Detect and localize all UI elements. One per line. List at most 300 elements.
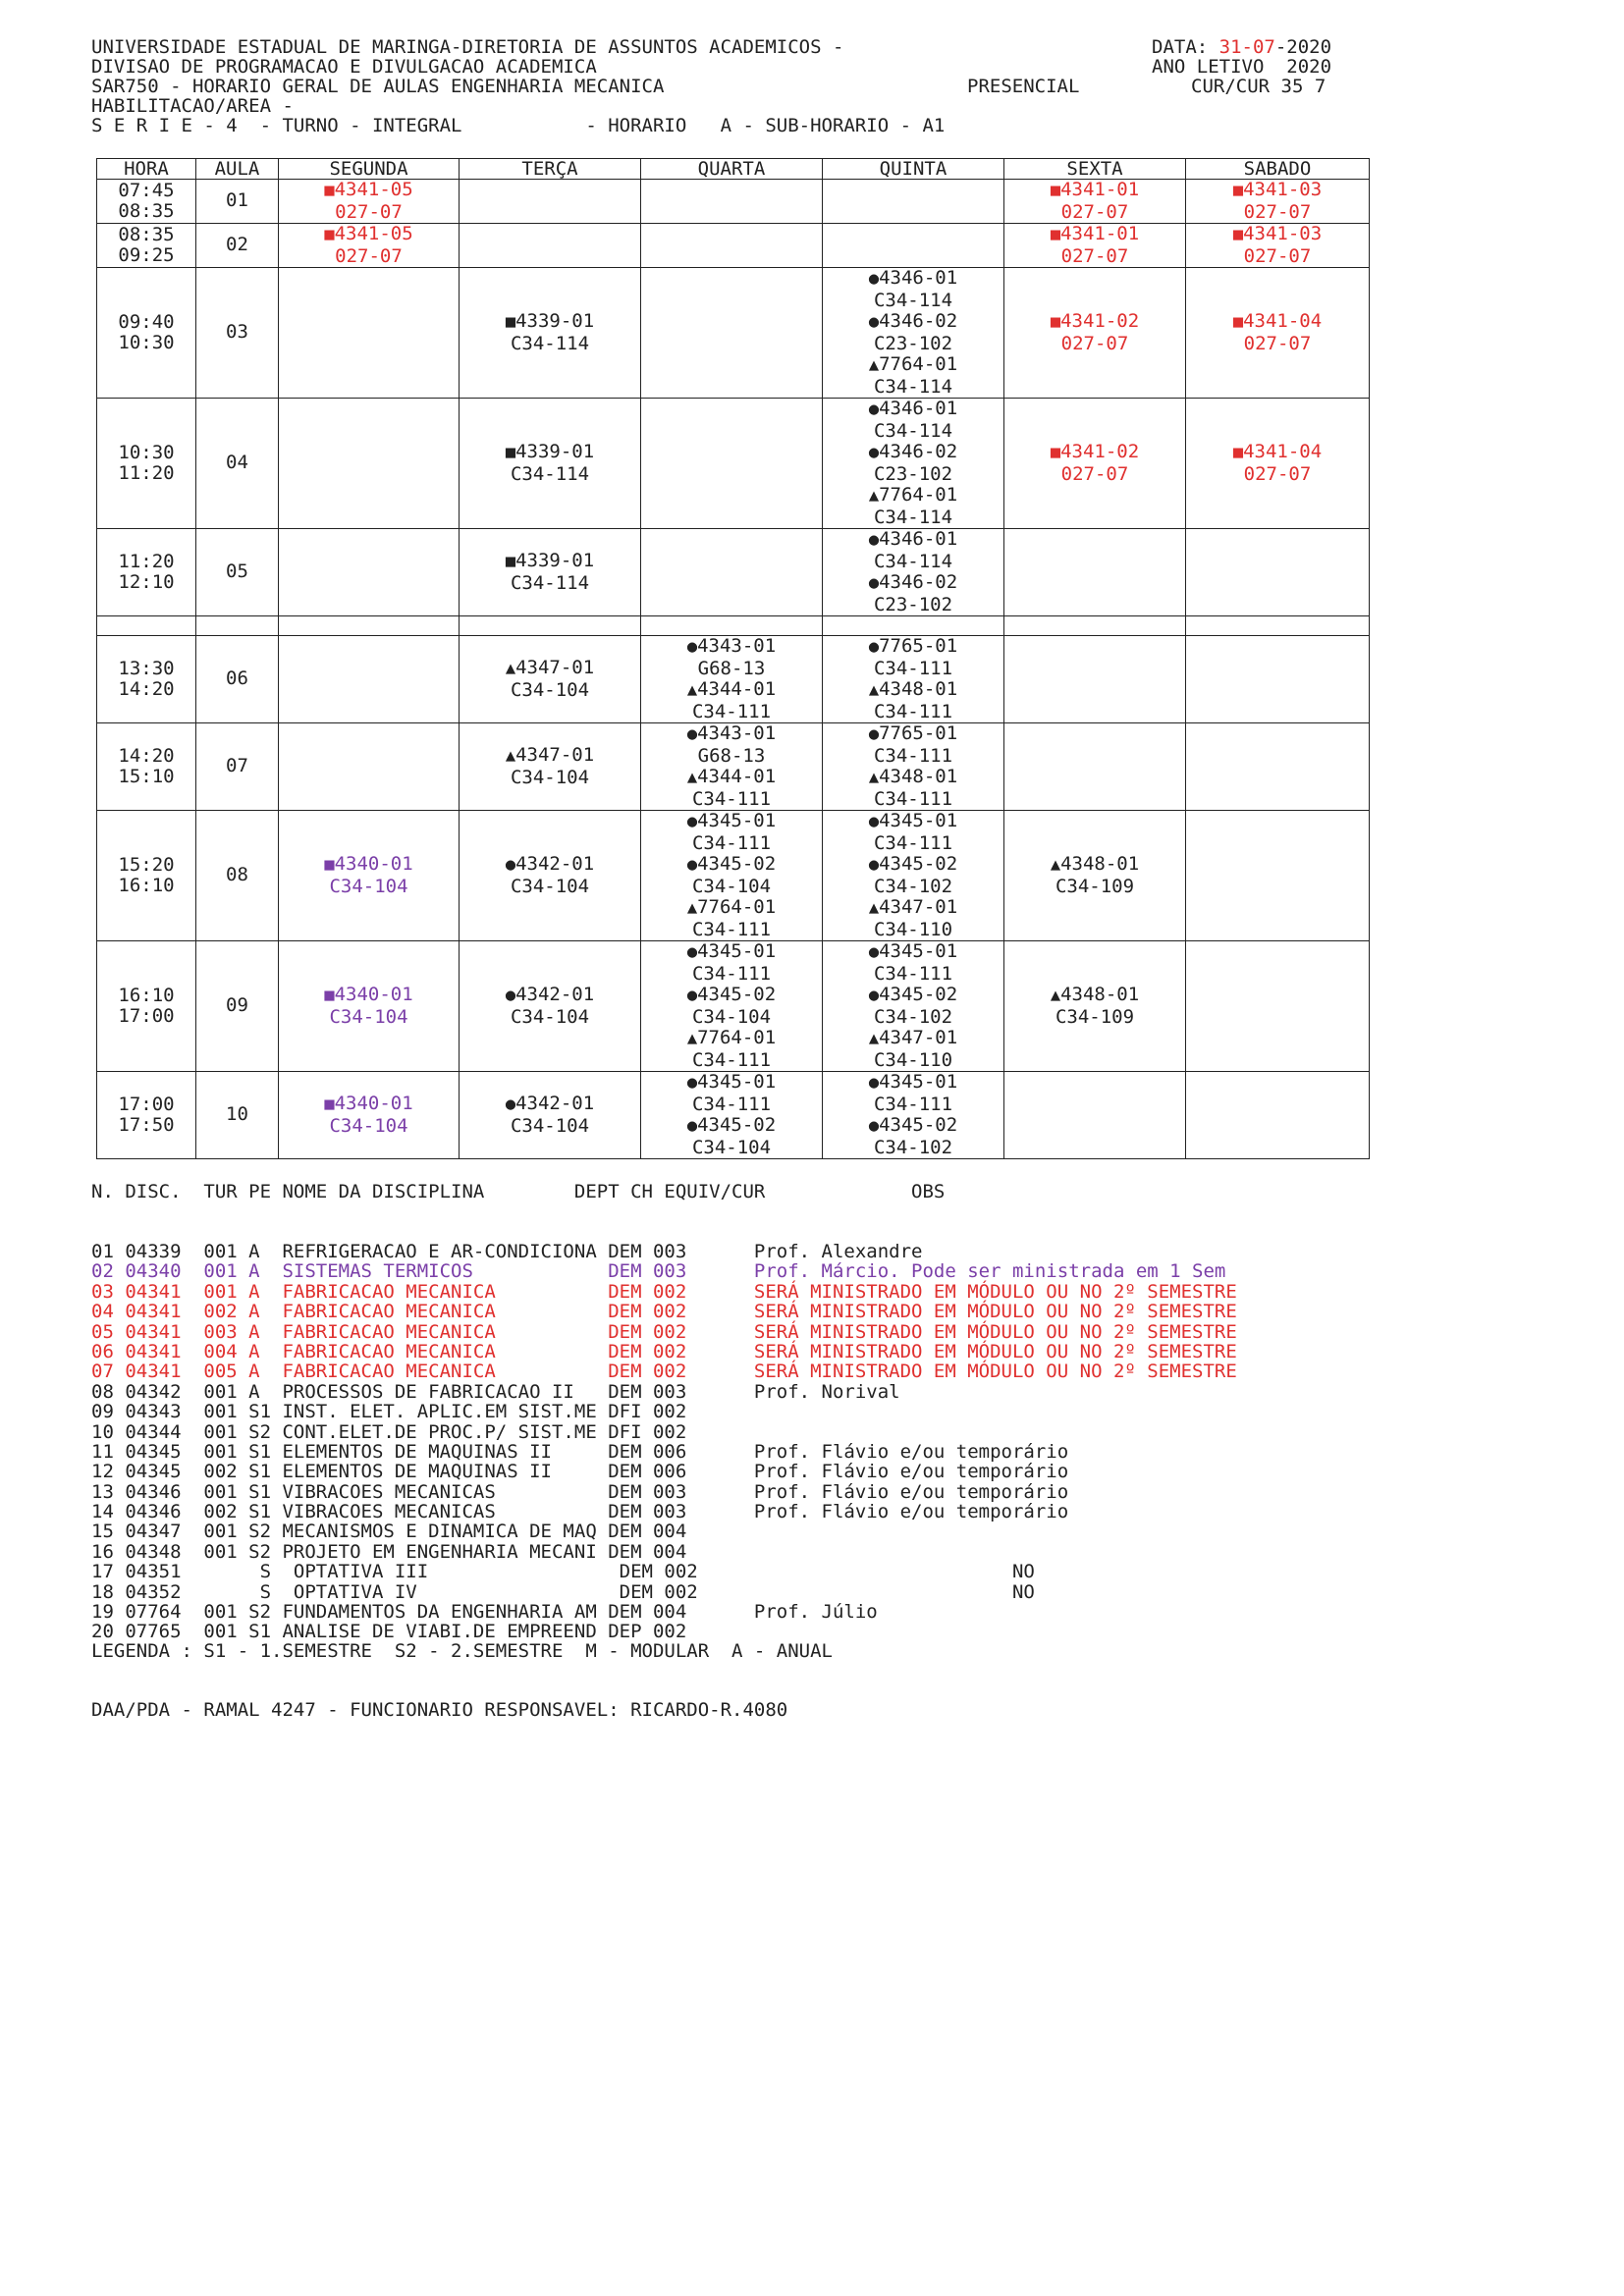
room-code: 027-07 <box>1060 200 1129 223</box>
class-cell <box>1186 723 1370 811</box>
discipline-row: 02 04340 001 A SISTEMAS TERMICOS DEM 003 Prof. Márcio. Pode ser ministrada em 1 Sem <box>91 1260 1226 1283</box>
class-cell <box>460 723 641 811</box>
circle-marker-icon: ● <box>505 986 516 1005</box>
class-code-line <box>823 767 1003 789</box>
class-entry <box>823 1028 1003 1071</box>
circle-marker-icon: ● <box>686 724 698 744</box>
aula-cell: 05 <box>196 529 279 616</box>
end-time: 14:20 <box>118 678 175 700</box>
class-entry <box>823 399 1003 442</box>
class-code-line <box>1004 311 1185 334</box>
class-code-line <box>823 636 1003 659</box>
class-code: 4345-01 <box>879 940 958 962</box>
triangle-marker-icon: ▲ <box>686 898 698 918</box>
class-entry <box>823 723 1003 767</box>
class-code-line <box>823 985 1003 1007</box>
schedule-table <box>96 158 1370 1159</box>
class-cell <box>823 811 1004 941</box>
room-code: G68-13 <box>697 744 766 767</box>
class-cell <box>641 224 823 268</box>
room-code: C23-102 <box>873 462 953 485</box>
header-line-1: UNIVERSIDADE ESTADUAL DE MARINGA-DIRETORIA DE ASSUNTOS ACADEMICOS - <box>91 36 844 58</box>
circle-marker-icon: ● <box>686 637 698 657</box>
class-code-line <box>823 572 1003 595</box>
class-cell <box>1004 811 1186 941</box>
time-slot-row <box>97 723 1370 811</box>
class-code: 7765-01 <box>879 635 958 657</box>
class-code: 4341-03 <box>1243 179 1323 200</box>
square-marker-icon: ■ <box>1050 225 1061 244</box>
class-code: 4345-02 <box>879 1114 958 1136</box>
class-code-line <box>823 1072 1003 1095</box>
class-code: 7764-01 <box>879 484 958 506</box>
class-code-line <box>823 311 1003 334</box>
break-cell <box>823 616 1004 636</box>
date-day-month: 31-07 <box>1218 36 1275 58</box>
academic-year: ANO LETIVO 2020 <box>1152 56 1332 78</box>
class-cell <box>1186 268 1370 399</box>
schedule-body <box>97 180 1370 1159</box>
room-code: C34-111 <box>873 962 953 985</box>
class-code: 4346-02 <box>879 441 958 462</box>
class-code: 4345-01 <box>697 810 777 831</box>
class-code: 4348-01 <box>879 678 958 700</box>
class-code-line <box>1186 224 1369 246</box>
class-cell <box>1186 811 1370 941</box>
class-entry <box>460 745 640 788</box>
start-time: 13:30 <box>118 657 175 679</box>
class-code: 7764-01 <box>697 1027 777 1048</box>
class-code: 4342-01 <box>515 984 595 1005</box>
aula-cell: 02 <box>196 224 279 268</box>
room-code: C34-111 <box>691 787 772 810</box>
class-cell <box>1186 399 1370 529</box>
class-entry <box>641 941 822 985</box>
class-cell <box>279 529 460 616</box>
class-cell <box>460 399 641 529</box>
circle-marker-icon: ● <box>868 855 880 875</box>
class-cell <box>279 224 460 268</box>
room-code: C34-111 <box>873 787 953 810</box>
break-cell <box>1186 616 1370 636</box>
class-code-line <box>1004 442 1185 464</box>
class-entry <box>1186 224 1369 267</box>
class-entry <box>641 767 822 810</box>
class-cell <box>1004 224 1186 268</box>
room-code: C34-104 <box>510 766 590 788</box>
class-code-line <box>1186 442 1369 464</box>
class-code: 4343-01 <box>697 722 777 744</box>
room-code: C34-111 <box>691 1048 772 1071</box>
circle-marker-icon: ● <box>868 400 880 419</box>
room-code: C34-110 <box>873 918 953 940</box>
room-code: C34-111 <box>691 831 772 854</box>
class-code: 4345-02 <box>697 1114 777 1136</box>
square-marker-icon: ■ <box>505 552 516 571</box>
class-cell <box>460 180 641 224</box>
class-code: 4344-01 <box>697 766 777 787</box>
class-code-line <box>823 1028 1003 1050</box>
circle-marker-icon: ● <box>686 1073 698 1093</box>
room-code: C34-104 <box>329 875 408 897</box>
class-entry <box>1004 311 1185 354</box>
square-marker-icon: ■ <box>1232 225 1244 244</box>
triangle-marker-icon: ▲ <box>868 680 880 700</box>
class-code: 4342-01 <box>515 1093 595 1114</box>
discipline-row: 11 04345 001 S1 ELEMENTOS DE MAQUINAS II DEM 006 Prof. Flávio e/ou temporário <box>91 1440 1069 1463</box>
start-time: 15:20 <box>118 853 175 876</box>
circle-marker-icon: ● <box>868 269 880 289</box>
schedule-header-row <box>97 159 1370 180</box>
discipline-row: 06 04341 004 A FABRICACAO MECANICA DEM 002 SERÁ MINISTRADO EM MÓDULO OU NO 2º SEMESTRE <box>91 1340 1237 1362</box>
class-entry <box>641 723 822 767</box>
class-code-line <box>641 811 822 833</box>
room-code: C34-104 <box>510 1114 590 1137</box>
class-entry <box>460 985 640 1028</box>
class-cell <box>279 180 460 224</box>
class-cell <box>460 529 641 616</box>
class-code-line <box>641 1028 822 1050</box>
discipline-row: 17 04351 S OPTATIVA III DEM 002 NO <box>91 1561 1035 1583</box>
circle-marker-icon: ● <box>686 1116 698 1136</box>
class-entry <box>1004 224 1185 267</box>
square-marker-icon: ■ <box>1050 443 1061 462</box>
start-time: 11:20 <box>118 550 175 572</box>
room-code: C34-114 <box>873 375 953 398</box>
column-header-aula: AULA <box>196 159 279 180</box>
class-code-line <box>279 224 459 246</box>
square-marker-icon: ■ <box>1232 443 1244 462</box>
class-cell <box>279 941 460 1072</box>
circle-marker-icon: ● <box>868 530 880 550</box>
class-code-line <box>823 399 1003 421</box>
room-code: C34-109 <box>1055 1005 1135 1028</box>
class-cell <box>641 180 823 224</box>
room-code: C34-104 <box>691 1005 772 1028</box>
column-header-hora: HORA <box>97 159 196 180</box>
room-code: C34-109 <box>1055 875 1135 897</box>
aula-cell: 10 <box>196 1072 279 1159</box>
class-entry <box>823 529 1003 572</box>
room-code: 027-07 <box>335 244 403 267</box>
room-code: C34-114 <box>510 462 590 485</box>
class-code-line <box>460 1094 640 1116</box>
class-entry <box>1186 442 1369 485</box>
class-entry <box>460 311 640 354</box>
class-entry <box>823 442 1003 485</box>
time-cell <box>97 224 196 268</box>
room-code: C34-111 <box>691 700 772 722</box>
class-entry <box>1186 311 1369 354</box>
class-code-line <box>279 854 459 877</box>
class-cell <box>279 636 460 723</box>
triangle-marker-icon: ▲ <box>686 1029 698 1048</box>
time-slot-row <box>97 811 1370 941</box>
class-code: 4341-01 <box>1060 223 1140 244</box>
start-time: 08:35 <box>118 223 175 245</box>
class-code: 4343-01 <box>697 635 777 657</box>
room-code: C34-114 <box>873 506 953 528</box>
class-code: 4341-04 <box>1243 441 1323 462</box>
class-code-line <box>460 311 640 334</box>
discipline-row: 13 04346 001 S1 VIBRACOES MECANICAS DEM 003 Prof. Flávio e/ou temporário <box>91 1480 1069 1503</box>
class-entry <box>823 485 1003 528</box>
column-header-sabado: SABADO <box>1186 159 1370 180</box>
room-code: 027-07 <box>1243 200 1312 223</box>
class-entry <box>279 180 459 223</box>
room-code: C34-102 <box>873 1136 953 1158</box>
triangle-marker-icon: ▲ <box>868 768 880 787</box>
square-marker-icon: ■ <box>505 312 516 332</box>
class-cell <box>1186 180 1370 224</box>
class-cell <box>823 268 1004 399</box>
time-slot-row <box>97 529 1370 616</box>
break-cell <box>641 616 823 636</box>
room-code: C34-104 <box>691 1136 772 1158</box>
class-code: 4340-01 <box>334 853 413 875</box>
triangle-marker-icon: ▲ <box>868 355 880 375</box>
discipline-list <box>91 1142 1237 1643</box>
circle-marker-icon: ● <box>686 855 698 875</box>
class-cell <box>1004 941 1186 1072</box>
discipline-row: 18 04352 S OPTATIVA IV DEM 002 NO <box>91 1580 1035 1603</box>
class-code-line <box>1004 224 1185 246</box>
room-code: 027-07 <box>335 200 403 223</box>
circle-marker-icon: ● <box>505 1095 516 1114</box>
discipline-row: 07 04341 005 A FABRICACAO MECANICA DEM 002 SERÁ MINISTRADO EM MÓDULO OU NO 2º SEMESTRE <box>91 1361 1237 1383</box>
triangle-marker-icon: ▲ <box>1050 855 1061 875</box>
discipline-row: 14 04346 002 S1 VIBRACOES MECANICAS DEM 003 Prof. Flávio e/ou temporário <box>91 1501 1069 1523</box>
class-cell <box>823 529 1004 616</box>
class-cell <box>1186 941 1370 1072</box>
room-code: 027-07 <box>1060 244 1129 267</box>
class-code-line <box>641 897 822 920</box>
class-entry <box>279 854 459 897</box>
room-code: C34-104 <box>329 1114 408 1137</box>
class-code: 4346-02 <box>879 571 958 593</box>
circle-marker-icon: ● <box>686 942 698 962</box>
class-entry <box>1004 854 1185 897</box>
discipline-row: 09 04343 001 S1 INST. ELET. APLIC.EM SIST.ME DFI 002 <box>91 1401 687 1423</box>
time-slot-row <box>97 224 1370 268</box>
discipline-row: 16 04348 001 S2 PROJETO EM ENGENHARIA MECANI DEM 004 <box>91 1540 687 1563</box>
time-cell <box>97 529 196 616</box>
class-code-line <box>823 485 1003 507</box>
triangle-marker-icon: ▲ <box>1050 986 1061 1005</box>
class-entry <box>1186 180 1369 223</box>
class-cell <box>1186 636 1370 723</box>
room-code: 027-07 <box>1060 462 1129 485</box>
room-code: C34-114 <box>510 332 590 354</box>
room-code: C34-104 <box>510 678 590 701</box>
class-code-line <box>823 442 1003 464</box>
time-cell <box>97 811 196 941</box>
class-code-line <box>641 723 822 746</box>
break-row <box>97 616 1370 636</box>
time-cell <box>97 941 196 1072</box>
class-cell <box>279 811 460 941</box>
aula-cell: 01 <box>196 180 279 224</box>
time-cell <box>97 399 196 529</box>
start-time: 14:20 <box>118 744 175 767</box>
class-entry <box>641 636 822 679</box>
class-code: 4347-01 <box>515 657 595 678</box>
class-code: 4341-02 <box>1060 310 1140 332</box>
circle-marker-icon: ● <box>868 312 880 332</box>
aula-cell: 08 <box>196 811 279 941</box>
class-cell <box>1186 529 1370 616</box>
column-header-terça: TERÇA <box>460 159 641 180</box>
room-code: C34-111 <box>873 744 953 767</box>
class-code-line <box>279 180 459 202</box>
room-code: C34-102 <box>873 875 953 897</box>
class-code-line <box>823 529 1003 552</box>
aula-cell: 09 <box>196 941 279 1072</box>
room-code: C34-111 <box>691 918 772 940</box>
class-code-line <box>823 354 1003 377</box>
legend-line-2: DAA/PDA - RAMAL 4247 - FUNCIONARIO RESPONSAVEL: RICARDO-R.4080 <box>91 1699 788 1721</box>
class-code-line <box>460 551 640 573</box>
discipline-row: 12 04345 002 S1 ELEMENTOS DE MAQUINAS II DEM 006 Prof. Flávio e/ou temporário <box>91 1461 1069 1483</box>
room-code: C34-102 <box>873 1005 953 1028</box>
class-entry <box>641 854 822 897</box>
class-code: 4346-01 <box>879 398 958 419</box>
triangle-marker-icon: ▲ <box>686 768 698 787</box>
class-code: 4345-02 <box>879 984 958 1005</box>
class-code-line <box>641 941 822 964</box>
class-code: 4341-04 <box>1243 310 1323 332</box>
end-time: 12:10 <box>118 571 175 593</box>
room-code: G68-13 <box>697 657 766 679</box>
class-entry <box>823 679 1003 722</box>
class-entry <box>641 811 822 854</box>
class-cell <box>460 268 641 399</box>
class-entry <box>823 811 1003 854</box>
class-entry <box>641 1028 822 1071</box>
class-code: 4348-01 <box>1060 984 1140 1005</box>
class-code-line <box>641 854 822 877</box>
class-cell <box>823 723 1004 811</box>
class-cell <box>460 941 641 1072</box>
class-cell <box>641 636 823 723</box>
class-code-line <box>823 1115 1003 1138</box>
room-code: 027-07 <box>1243 244 1312 267</box>
class-code: 4341-05 <box>334 179 413 200</box>
circle-marker-icon: ● <box>868 812 880 831</box>
room-code: C34-114 <box>510 571 590 594</box>
class-code: 4347-01 <box>515 744 595 766</box>
curriculum-code: CUR/CUR 35 7 <box>1191 76 1326 97</box>
class-code-line <box>1004 854 1185 877</box>
square-marker-icon: ■ <box>324 855 335 875</box>
class-code: 4346-01 <box>879 528 958 550</box>
discipline-row: 10 04344 001 S2 CONT.ELET.DE PROC.P/ SIST.ME DFI 002 <box>91 1420 687 1443</box>
class-code-line <box>460 854 640 877</box>
class-code: 7764-01 <box>879 353 958 375</box>
class-code: 7764-01 <box>697 896 777 918</box>
class-cell <box>1004 268 1186 399</box>
room-code: C34-111 <box>873 1093 953 1115</box>
header-line-3: SAR750 - HORARIO GERAL DE AULAS ENGENHARIA MECANICA <box>91 76 665 97</box>
break-cell <box>196 616 279 636</box>
room-code: C23-102 <box>873 593 953 615</box>
discipline-row: 20 07765 001 S1 ANALISE DE VIABI.DE EMPREEND DEP 002 <box>91 1621 687 1643</box>
column-header-segunda: SEGUNDA <box>279 159 460 180</box>
class-code: 4348-01 <box>879 766 958 787</box>
start-time: 16:10 <box>118 984 175 1006</box>
class-code: 4345-01 <box>697 1071 777 1093</box>
class-entry <box>823 854 1003 897</box>
class-entry <box>460 551 640 594</box>
class-cell <box>641 399 823 529</box>
room-code: C23-102 <box>873 332 953 354</box>
room-code: 027-07 <box>1243 462 1312 485</box>
discipline-row: 04 04341 002 A FABRICACAO MECANICA DEM 002 SERÁ MINISTRADO EM MÓDULO OU NO 2º SEMESTRE <box>91 1301 1237 1323</box>
class-code-line <box>641 679 822 702</box>
class-code: 4345-02 <box>697 853 777 875</box>
class-code: 4347-01 <box>879 896 958 918</box>
room-code: 027-07 <box>1243 332 1312 354</box>
class-cell <box>641 529 823 616</box>
class-code-line <box>641 767 822 789</box>
aula-cell: 04 <box>196 399 279 529</box>
discipline-row: 05 04341 003 A FABRICACAO MECANICA DEM 002 SERÁ MINISTRADO EM MÓDULO OU NO 2º SEMESTRE <box>91 1320 1237 1343</box>
room-code: C34-114 <box>873 289 953 311</box>
triangle-marker-icon: ▲ <box>868 898 880 918</box>
class-code-line <box>823 897 1003 920</box>
end-time: 08:35 <box>118 200 175 222</box>
class-entry <box>823 572 1003 615</box>
room-code: C34-104 <box>329 1005 408 1028</box>
legend <box>91 1602 833 1739</box>
class-code: 4340-01 <box>334 1093 413 1114</box>
class-cell <box>460 636 641 723</box>
class-code: 4346-01 <box>879 267 958 289</box>
presencial-label: PRESENCIAL <box>967 76 1080 97</box>
class-code-line <box>641 1072 822 1095</box>
class-cell <box>641 811 823 941</box>
class-entry <box>1004 985 1185 1028</box>
break-cell <box>97 616 196 636</box>
start-time: 09:40 <box>118 310 175 333</box>
end-time: 16:10 <box>118 875 175 896</box>
end-time: 17:50 <box>118 1114 175 1136</box>
circle-marker-icon: ● <box>868 986 880 1005</box>
class-code-line <box>823 268 1003 291</box>
class-entry <box>641 985 822 1028</box>
discipline-row: 08 04342 001 A PROCESSOS DE FABRICACAO II DEM 003 Prof. Norival <box>91 1380 900 1403</box>
room-code: C34-110 <box>873 1048 953 1071</box>
room-code: C34-111 <box>873 831 953 854</box>
square-marker-icon: ■ <box>1232 312 1244 332</box>
time-cell <box>97 180 196 224</box>
class-code-line <box>460 442 640 464</box>
class-entry <box>641 897 822 940</box>
end-time: 10:30 <box>118 332 175 353</box>
time-cell <box>97 268 196 399</box>
class-code-line <box>641 1115 822 1138</box>
class-code-line <box>460 658 640 680</box>
class-code-line <box>823 723 1003 746</box>
class-entry <box>641 1072 822 1115</box>
class-entry <box>823 941 1003 985</box>
class-code-line <box>823 941 1003 964</box>
circle-marker-icon: ● <box>868 942 880 962</box>
date-year: -2020 <box>1274 36 1332 58</box>
room-code: C34-111 <box>873 657 953 679</box>
square-marker-icon: ■ <box>324 225 335 244</box>
class-cell <box>1004 529 1186 616</box>
